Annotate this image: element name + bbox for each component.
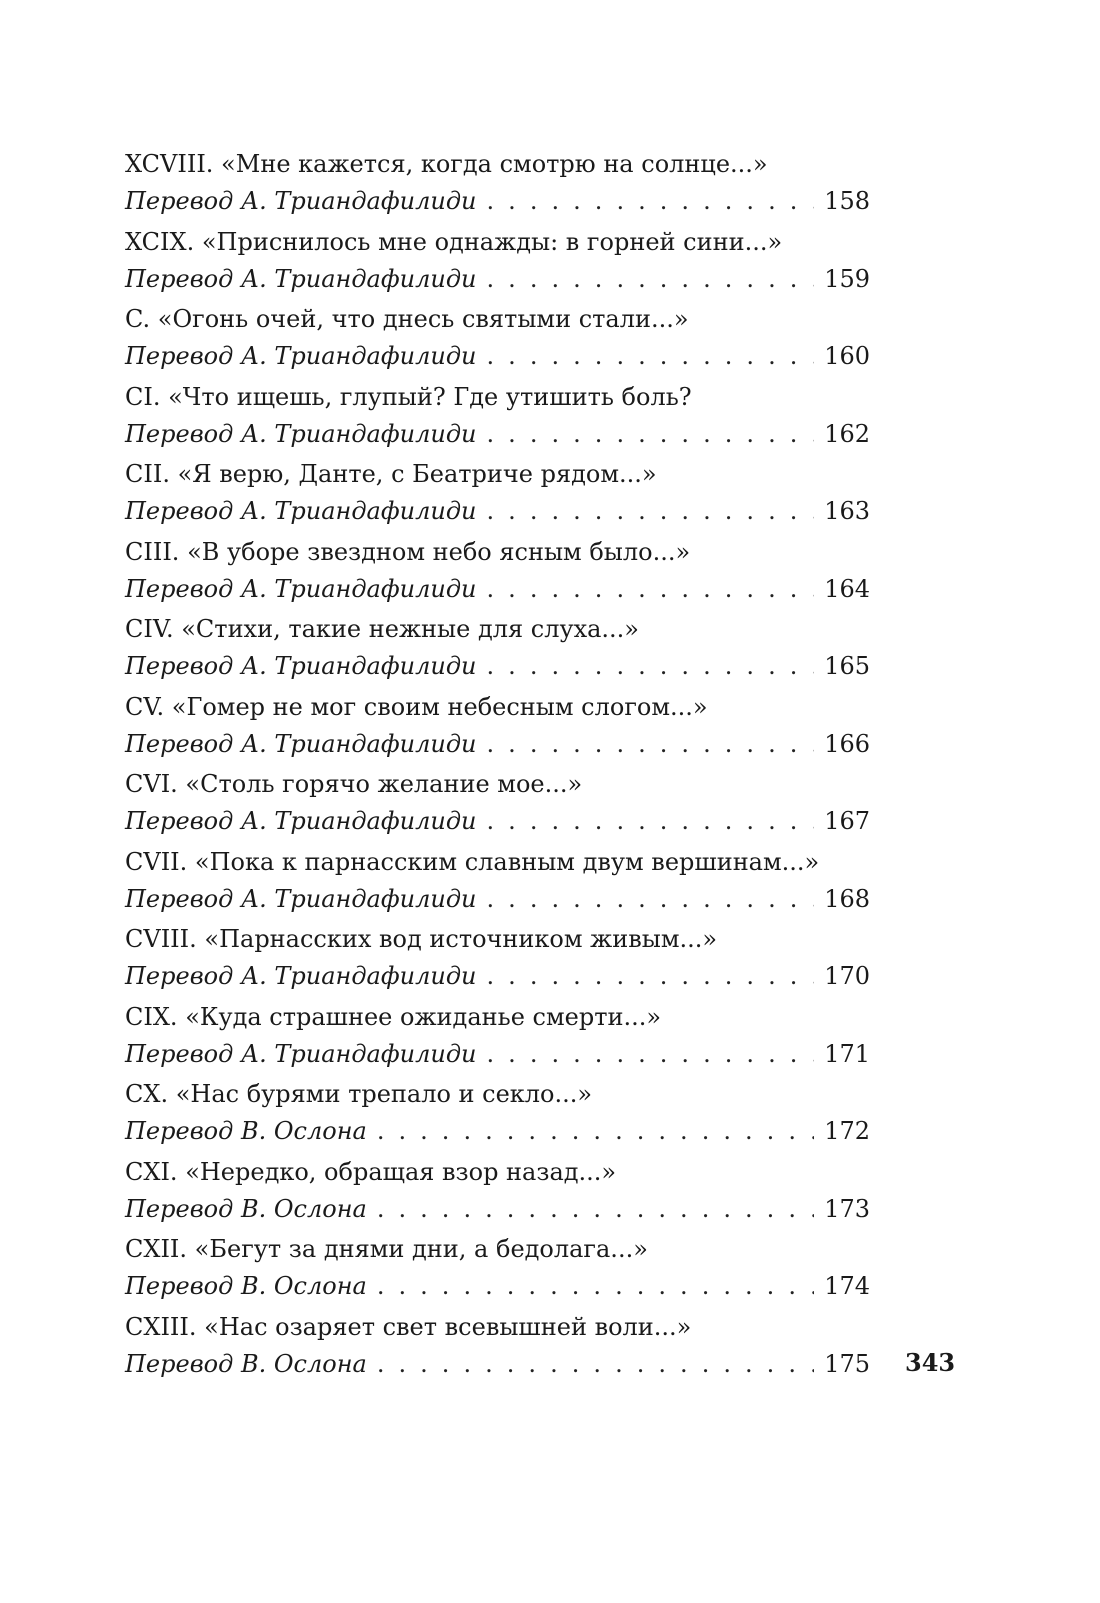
dot-leader — [487, 571, 815, 608]
dot-leader — [487, 648, 815, 685]
translator-credit: Перевод А. Триандафилиди — [125, 574, 477, 603]
poem-title: CIX. «Куда страшнее ожиданье смерти...» — [125, 1002, 662, 1031]
poem-title: CVI. «Столь горячо желание мое...» — [125, 770, 583, 798]
translator-credit: Перевод А. Триандафилиди — [125, 497, 477, 525]
page-number: 158 — [824, 187, 870, 215]
toc-leader-line — [125, 958, 870, 995]
toc-leader-line — [125, 726, 870, 763]
translator-credit: Перевод А. Триандафилиди — [125, 729, 477, 758]
dot-leader — [487, 493, 815, 530]
poem-title: CI. «Что ищешь, глупый? Где утишить боль? — [125, 382, 692, 411]
dot-leader — [487, 261, 815, 298]
toc-entry — [125, 999, 870, 1077]
page-number: 171 — [824, 1039, 870, 1068]
translator-credit: Перевод В. Ослона — [125, 1194, 367, 1223]
poem-title: CV. «Гомер не мог своим небесным слогом...» — [125, 692, 708, 721]
toc-entry — [125, 1309, 870, 1387]
page-number: 175 — [824, 1349, 870, 1378]
poem-title: CIV. «Стихи, такие нежные для слуха...» — [125, 615, 639, 643]
toc-entry — [125, 379, 870, 457]
translator-credit: Перевод А. Триандафилиди — [125, 342, 477, 370]
translator-credit: Перевод В. Ослона — [125, 1349, 367, 1378]
toc-leader-line — [125, 881, 870, 918]
translator-credit: Перевод А. Триандафилиди — [125, 419, 477, 448]
page-number: 168 — [824, 884, 870, 913]
toc-entry — [125, 766, 870, 844]
translator-credit: Перевод А. Триандафилиди — [125, 264, 477, 293]
toc-leader-line — [125, 648, 870, 685]
page-number: 162 — [824, 419, 870, 448]
toc-leader-line — [125, 803, 870, 840]
poem-title: CVIII. «Парнасских вод источником живым...» — [125, 925, 718, 953]
page-number: 165 — [824, 652, 870, 680]
translator-credit: Перевод А. Триандафилиди — [125, 187, 477, 215]
dot-leader — [487, 881, 815, 918]
toc-leader-line — [125, 1268, 870, 1305]
toc-leader-line — [125, 571, 870, 608]
toc-entry — [125, 921, 870, 999]
poem-title: CX. «Нас бурями трепало и секло...» — [125, 1080, 593, 1108]
page-number: 166 — [824, 729, 870, 758]
toc-entry — [125, 534, 870, 612]
dot-leader — [377, 1346, 814, 1383]
dot-leader — [487, 803, 815, 840]
dot-leader — [487, 338, 815, 375]
poem-title: CII. «Я верю, Данте, с Беатриче рядом...» — [125, 460, 657, 488]
dot-leader — [487, 183, 815, 220]
toc-entry — [125, 1231, 870, 1309]
toc-leader-line — [125, 261, 870, 298]
table-of-contents — [125, 146, 870, 1386]
toc-leader-line — [125, 1036, 870, 1073]
toc-entry — [125, 1154, 870, 1232]
translator-credit: Перевод А. Триандафилиди — [125, 807, 477, 835]
dot-leader — [487, 1036, 815, 1073]
page-number: 173 — [824, 1194, 870, 1223]
toc-leader-line — [125, 493, 870, 530]
page-number: 170 — [824, 962, 870, 990]
toc-leader-line — [125, 1113, 870, 1150]
toc-entry — [125, 611, 870, 689]
dot-leader — [377, 1191, 814, 1228]
page-number: 167 — [824, 807, 870, 835]
page-number: 163 — [824, 497, 870, 525]
poem-title: C. «Огонь очей, что днесь святыми стали...» — [125, 305, 689, 333]
translator-credit: Перевод А. Триандафилиди — [125, 1039, 477, 1068]
toc-entry — [125, 844, 870, 922]
toc-entry — [125, 224, 870, 302]
page-number: 174 — [824, 1272, 870, 1300]
dot-leader — [377, 1113, 814, 1150]
poem-title: CIII. «В уборе звездном небо ясным было...» — [125, 537, 691, 566]
poem-title: XCVIII. «Мне кажется, когда смотрю на солнце...» — [125, 150, 768, 178]
translator-credit: Перевод В. Ослона — [125, 1272, 367, 1300]
folio-page-number: 343 — [905, 1348, 956, 1377]
dot-leader — [487, 958, 815, 995]
toc-entry — [125, 456, 870, 534]
poem-title: CXI. «Нередко, обращая взор назад...» — [125, 1157, 617, 1186]
toc-leader-line — [125, 416, 870, 453]
poem-title: XCIX. «Приснилось мне однажды: в горней сини...» — [125, 227, 783, 256]
dot-leader — [377, 1268, 814, 1305]
toc-entry — [125, 301, 870, 379]
toc-entry — [125, 146, 870, 224]
translator-credit: Перевод В. Ослона — [125, 1117, 367, 1145]
toc-leader-line — [125, 183, 870, 220]
translator-credit: Перевод А. Триандафилиди — [125, 884, 477, 913]
page-number: 164 — [824, 574, 870, 603]
dot-leader — [487, 416, 815, 453]
dot-leader — [487, 726, 815, 763]
page-number: 172 — [824, 1117, 870, 1145]
toc-entry — [125, 689, 870, 767]
page-number: 160 — [824, 342, 870, 370]
translator-credit: Перевод А. Триандафилиди — [125, 652, 477, 680]
toc-leader-line — [125, 338, 870, 375]
poem-title: CXIII. «Нас озаряет свет всевышней воли...» — [125, 1312, 692, 1341]
poem-title: CXII. «Бегут за днями дни, а бедолага...» — [125, 1235, 648, 1263]
toc-leader-line — [125, 1191, 870, 1228]
toc-entry — [125, 1076, 870, 1154]
translator-credit: Перевод А. Триандафилиди — [125, 962, 477, 990]
page-number: 159 — [824, 264, 870, 293]
toc-leader-line — [125, 1346, 870, 1383]
poem-title: CVII. «Пока к парнасским славным двум вершинам...» — [125, 847, 820, 876]
